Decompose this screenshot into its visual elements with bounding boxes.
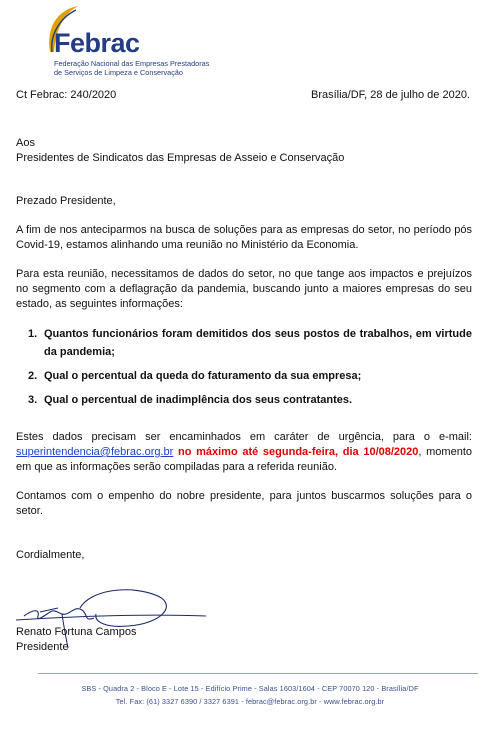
paragraph-2: Para esta reunião, necessitamos de dados do setor, no que tange aos impactos e prejuízos no segmento com a deflagração da pandemia, buscando junto a maiores empresas do seu estado, as seguintes informações: (16, 268, 472, 310)
recipient-line-1: Aos (16, 137, 35, 149)
logo-subtitle-line-1: Federação Nacional das Empresas Prestadoras (54, 59, 210, 68)
logo-wordmark: Febrac (54, 28, 140, 58)
logo-subtitle-line-2: de Serviços de Limpeza e Conservação (54, 67, 183, 77)
paragraph-3 (16, 430, 472, 475)
greeting: Prezado Presidente, (16, 195, 116, 207)
footer-divider (38, 673, 478, 674)
deadline-text: no máximo até segunda-feira, dia 10/08/2020 (173, 446, 419, 458)
signer-name: Renato Fortuna Campos (16, 626, 137, 638)
list-item-text: Quantos funcionários foram demitidos dos seus postos de trabalhos, em virtude da pandemia; (44, 328, 472, 358)
paragraph-3-intro: Estes dados precisam ser encaminhados em caráter de urgência, para o e-mail: (16, 431, 472, 443)
recipient-line-2: Presidentes de Sindicatos das Empresas de Asseio e Conservação (16, 152, 345, 164)
febrac-logo (20, 4, 220, 80)
signer-role: Presidente (16, 641, 69, 653)
closing: Cordialmente, (16, 549, 85, 561)
logo-subtitle (54, 60, 224, 77)
footer-contact: Tel. Fax: (61) 3327 6390 / 3327 6391 - febrac@febrac.org.br - www.febrac.org.br (115, 697, 385, 706)
list-item (28, 325, 472, 361)
list-item (28, 391, 472, 409)
list-item-number: 1. (28, 328, 38, 340)
paragraph-4: Contamos com o empenho do nobre presidente, para juntos buscarmos soluções para o setor. (16, 490, 472, 517)
list-item-text: Qual o percentual da queda do faturamento da sua empresa; (44, 370, 362, 382)
list-item (28, 367, 472, 385)
recipient-block (16, 136, 472, 166)
footer-address: SBS - Quadra 2 - Bloco E - Lote 15 - Edifício Prime - Salas 1603/1604 - CEP 70070 120 - Brasília/DF (81, 684, 419, 693)
request-list (28, 325, 472, 415)
paragraph-1: A fim de nos anteciparmos na busca de soluções para as empresas do setor, no período pós Covid-19, estamos alinhando uma reunião no Ministério da Economia. (16, 224, 472, 251)
letter-date: Brasília/DF, 28 de julho de 2020. (311, 89, 470, 101)
paragraph-3-end: , momento em que as informações serão compiladas para a referida reunião. (16, 446, 472, 473)
email-link[interactable]: superintendencia@febrac.org.br (16, 446, 174, 458)
list-item-number: 2. (28, 370, 38, 382)
list-item-text: Qual o percentual de inadimplência dos seus contratantes. (44, 394, 353, 406)
list-item-number: 3. (28, 394, 38, 406)
letter-reference: Ct Febrac: 240/2020 (16, 89, 117, 101)
signature-icon (10, 572, 210, 652)
